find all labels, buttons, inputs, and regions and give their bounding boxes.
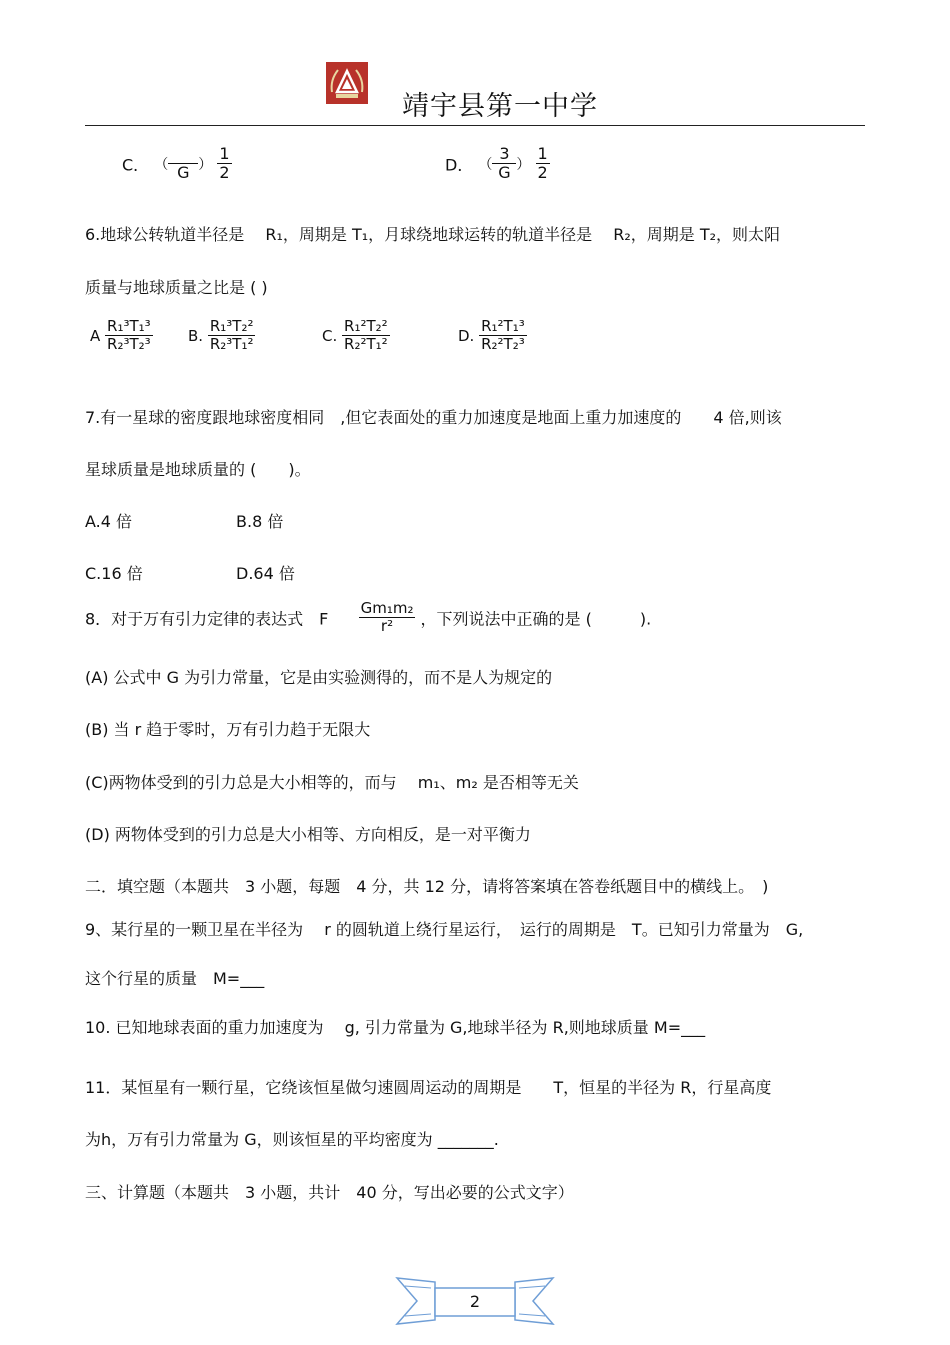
q11-stem-line2: 为h，万有引力常量为 G，则该恒星的平均密度为 _______. xyxy=(85,1130,499,1149)
q6-stem-line1: 6.地球公转轨道半径是 R₁，周期是 T₁，月球绕地球运转的轨道半径是 R₂，周期是 T₂，则太阳 xyxy=(85,225,781,244)
section-2-title: 二．填空题（本题共 3 小题，每题 4 分，共 12 分，请将答案填在答卷纸题目中的横线上。 ) xyxy=(85,877,769,896)
q6-option-d: D. $\frac{\text{R₁²T₁³}}{\text{R₂²T₂³}}$ xyxy=(458,317,525,354)
q8-option-c: (C)两物体受到的引力总是大小相等的，而与 m₁、m₂ 是否相等无关 xyxy=(85,773,579,792)
q8-option-d: (D) 两物体受到的引力总是大小相等、方向相反，是一对平衡力 xyxy=(85,825,531,844)
q6-option-b: B. $\frac{\text{R₁³T₂²}}{\text{R₂³T₁²}}$ xyxy=(188,317,254,354)
header-divider xyxy=(85,125,865,126)
q7-option-a: A.4 倍 xyxy=(85,512,133,531)
q6-stem-line2: 质量与地球质量之比是 ( ) xyxy=(85,278,268,297)
q6-option-c: C. $\frac{\text{R₁²T₂²}}{\text{R₂²T₁²}}$ xyxy=(322,317,388,354)
q7-option-b: B.8 倍 xyxy=(236,512,284,531)
q9-stem-line1: 9、某行星的一颗卫星在半径为 r 的圆轨道上绕行星运行， 运行的周期是 T。已知引力常量为 G, xyxy=(85,920,804,939)
q8-stem: 8．对于万有引力定律的表达式 F $\frac{\text{Gm₁m₂}}{\text{r²}}$ ，下列说法中正确的是 ( ). xyxy=(85,599,652,636)
school-name: 靖宇县第一中学 xyxy=(402,91,598,122)
q8-option-a: (A) 公式中 G 为引力常量，它是由实验测得的，而不是人为规定的 xyxy=(85,668,553,687)
q11-stem-line1: 11．某恒星有一颗行星，它绕该恒星做匀速圆周运动的周期是 T，恒星的半径为 R，行星高度 xyxy=(85,1078,772,1097)
section-3-title: 三、计算题（本题共 3 小题，共计 40 分，写出必要的公式文字） xyxy=(85,1183,574,1202)
q10-stem: 10. 已知地球表面的重力加速度为 g, 引力常量为 G,地球半径为 R,则地球质量 M=___ xyxy=(85,1018,706,1037)
q5-option-c: C． （ G ） $\frac{1}{2}$ xyxy=(122,144,230,183)
q7-option-d: D.64 倍 xyxy=(236,564,295,583)
school-logo xyxy=(324,62,370,104)
q9-stem-line2: 这个行星的质量 M=___ xyxy=(85,969,265,988)
q7-stem-line2: 星球质量是地球质量的 ( )。 xyxy=(85,460,311,479)
q8-option-b: (B) 当 r 趋于零时，万有引力趋于无限大 xyxy=(85,720,371,739)
q6-option-a: A $\frac{\text{R₁³T₁³}}{\text{R₂³T₂³}}$ xyxy=(90,317,151,354)
q5-option-d: D． （ $\frac{3}{G}$ ） $\frac{1}{2}$ xyxy=(445,144,548,183)
page-number: 2 xyxy=(469,1292,481,1311)
q7-stem-line1: 7.有一星球的密度跟地球密度相同 ,但它表面处的重力加速度是地面上重力加速度的 4 倍,则该 xyxy=(85,408,782,427)
q7-option-c: C.16 倍 xyxy=(85,564,143,583)
